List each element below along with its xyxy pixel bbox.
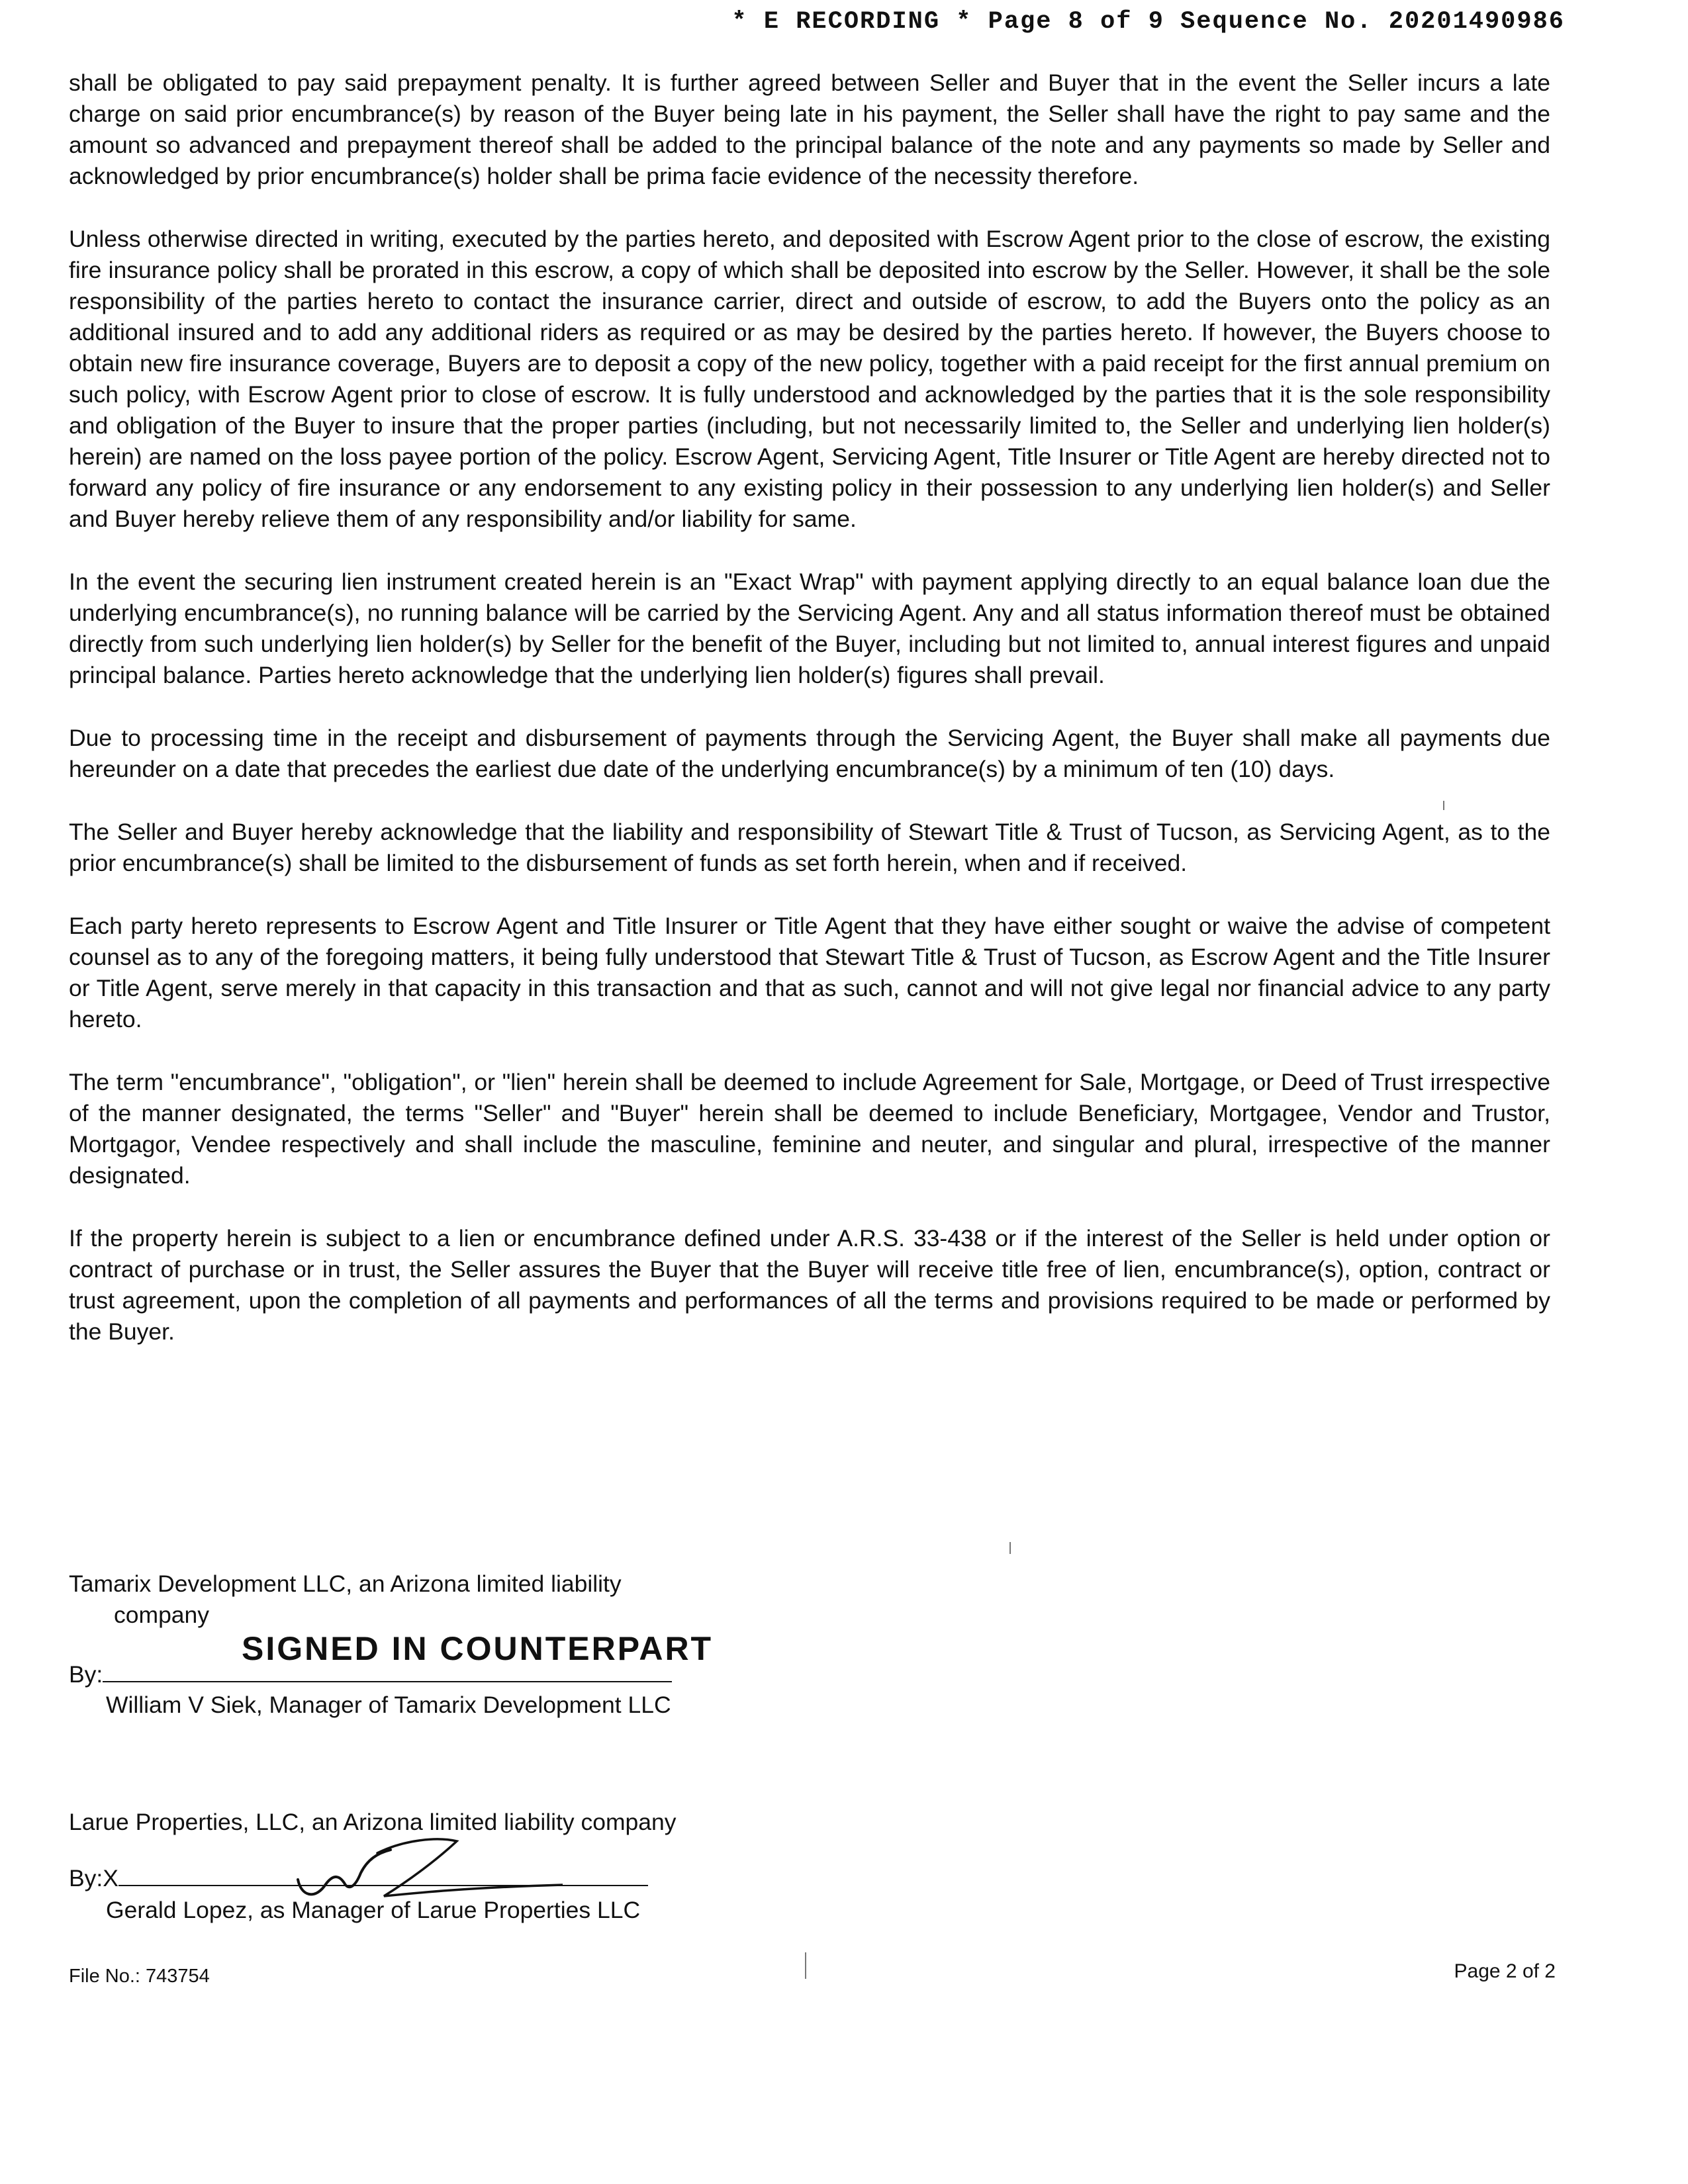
paragraph-ars: If the property herein is subject to a lien or encumbrance defined under A.R.S. 33-438 or if the interest of the Seller is held under option or contract of purchase or in trust, the Seller assures the Buyer that the Buyer will receive title free of lien, encumbrance(s), option, contract or trust agreement, upon the completion of all payments and performances of all the terms and provisions required to be made or performed by the Buyer.	[69, 1225, 1550, 1345]
paragraph-prepayment: shall be obligated to pay said prepayment penalty. It is further agreed between Seller and Buyer that in the event the Seller incurs a late charge on said prior encumbrance(s) by reason of the Buyer being late in his payment, the Seller shall have the right to pay same and the amount so advanced and prepayment thereof shall be added to the principal balance of the note and any payments so made by Seller and acknowledged by prior encumbrance(s) holder shall be prima facie evidence of the necessity therefore.	[69, 69, 1550, 189]
document-body	[69, 68, 1550, 1379]
page-number: Page 2 of 2	[1454, 1960, 1556, 1982]
paragraph-counsel: Each party hereto represents to Escrow Agent and Title Insurer or Title Agent that they have either sought or waive the advise of competent counsel as to any of the foregoing matters, it being fully understood that Stewart Title & Trust of Tucson, as Escrow Agent and the Title Insurer or Title Agent, serve merely in that capacity in this transaction and that as such, cannot and will not give legal nor financial advice to any party hereto.	[69, 913, 1550, 1032]
signed-in-counterpart-stamp: SIGNED IN COUNTERPART	[242, 1630, 714, 1667]
by-label-1: By:	[69, 1661, 103, 1688]
paragraph-exact-wrap: In the event the securing lien instrument created herein is an "Exact Wrap" with payment applying directly to an equal balance loan due the underlying encumbrance(s), no running balance will be carried by the Servicing Agent. Any and all status information thereof must be obtained directly from such underlying lien holder(s) by Seller for the benefit of the Buyer, including but not limited to, annual interest figures and unpaid principal balance. Parties hereto acknowledge that the underlying lien holder(s) figures shall prevail.	[69, 569, 1550, 688]
entity-1-line-2: company	[114, 1602, 210, 1628]
paragraph-liability: The Seller and Buyer hereby acknowledge that the liability and responsibility of Stewart Title & Trust of Tucson, as Servicing Agent, as to the prior encumbrance(s) shall be limited to the disbursement of funds as set forth herein, when and if received.	[69, 819, 1550, 876]
recording-header: * E RECORDING * Page 8 of 9 Sequence No. 20201490986	[731, 8, 1565, 36]
signatory-entity-1	[69, 1569, 622, 1631]
handwritten-signature	[285, 1833, 563, 1906]
paragraph-processing-time: Due to processing time in the receipt and disbursement of payments through the Servicing Agent, the Buyer shall make all payments due hereunder on a date that precedes the earliest due date of the underlying encumbrance(s) by a minimum of ten (10) days.	[69, 725, 1550, 782]
signer-1-name: William V Siek, Manager of Tamarix Development LLC	[106, 1692, 671, 1718]
scan-artifact	[1009, 1542, 1011, 1554]
by-label-2: By:X	[69, 1865, 118, 1891]
scan-artifact	[1443, 801, 1444, 810]
signature-stroke-2	[377, 1839, 563, 1896]
signatory-entity-2: Larue Properties, LLC, an Arizona limited liability company	[69, 1809, 677, 1835]
paragraph-definitions: The term "encumbrance", "obligation", or "lien" herein shall be deemed to include Agreement for Sale, Mortgage, or Deed of Trust irrespective of the manner designated, the terms "Seller" and "Buyer" herein shall be deemed to include Beneficiary, Mortgagee, Vendor and Trustor, Mortgagor, Vendee respectively and shall include the masculine, feminine and neuter, and singular and plural, irrespective of the manner designated.	[69, 1069, 1550, 1189]
signature-stroke-1	[298, 1850, 391, 1894]
signature-line-1	[69, 1661, 672, 1688]
entity-1-line-1: Tamarix Development LLC, an Arizona limited liability	[69, 1570, 622, 1597]
signature-rule-1	[103, 1661, 672, 1682]
signer-2-name: Gerald Lopez, as Manager of Larue Properties LLC	[106, 1897, 641, 1923]
scan-artifact	[805, 1952, 806, 1979]
file-number: File No.: 743754	[69, 1966, 210, 1987]
paragraph-fire-insurance: Unless otherwise directed in writing, executed by the parties hereto, and deposited with Escrow Agent prior to the close of escrow, the existing fire insurance policy shall be prorated in this escrow, a copy of which shall be deposited into escrow by the Seller. However, it shall be the sole responsibility of the parties hereto to contact the insurance carrier, direct and outside of escrow, to add the Buyers onto the policy as an additional insured and to add any additional riders as required or as may be desired by the parties hereto. If however, the Buyers choose to obtain new fire insurance coverage, Buyers are to deposit a copy of the new policy, together with a paid receipt for the first annual premium on such policy, with Escrow Agent prior to close of escrow. It is fully understood and acknowledged by the parties that it is the sole responsibility and obligation of the Buyer to insure that the proper parties (including, but not necessarily limited to, the Seller and underlying lien holder(s) herein) are named on the loss payee portion of the policy. Escrow Agent, Servicing Agent, Title Insurer or Title Agent are hereby directed not to forward any policy of fire insurance or any endorsement to any existing policy in their possession to any underlying lien holder(s) and Seller and Buyer hereby relieve them of any responsibility and/or liability for same.	[69, 226, 1550, 532]
